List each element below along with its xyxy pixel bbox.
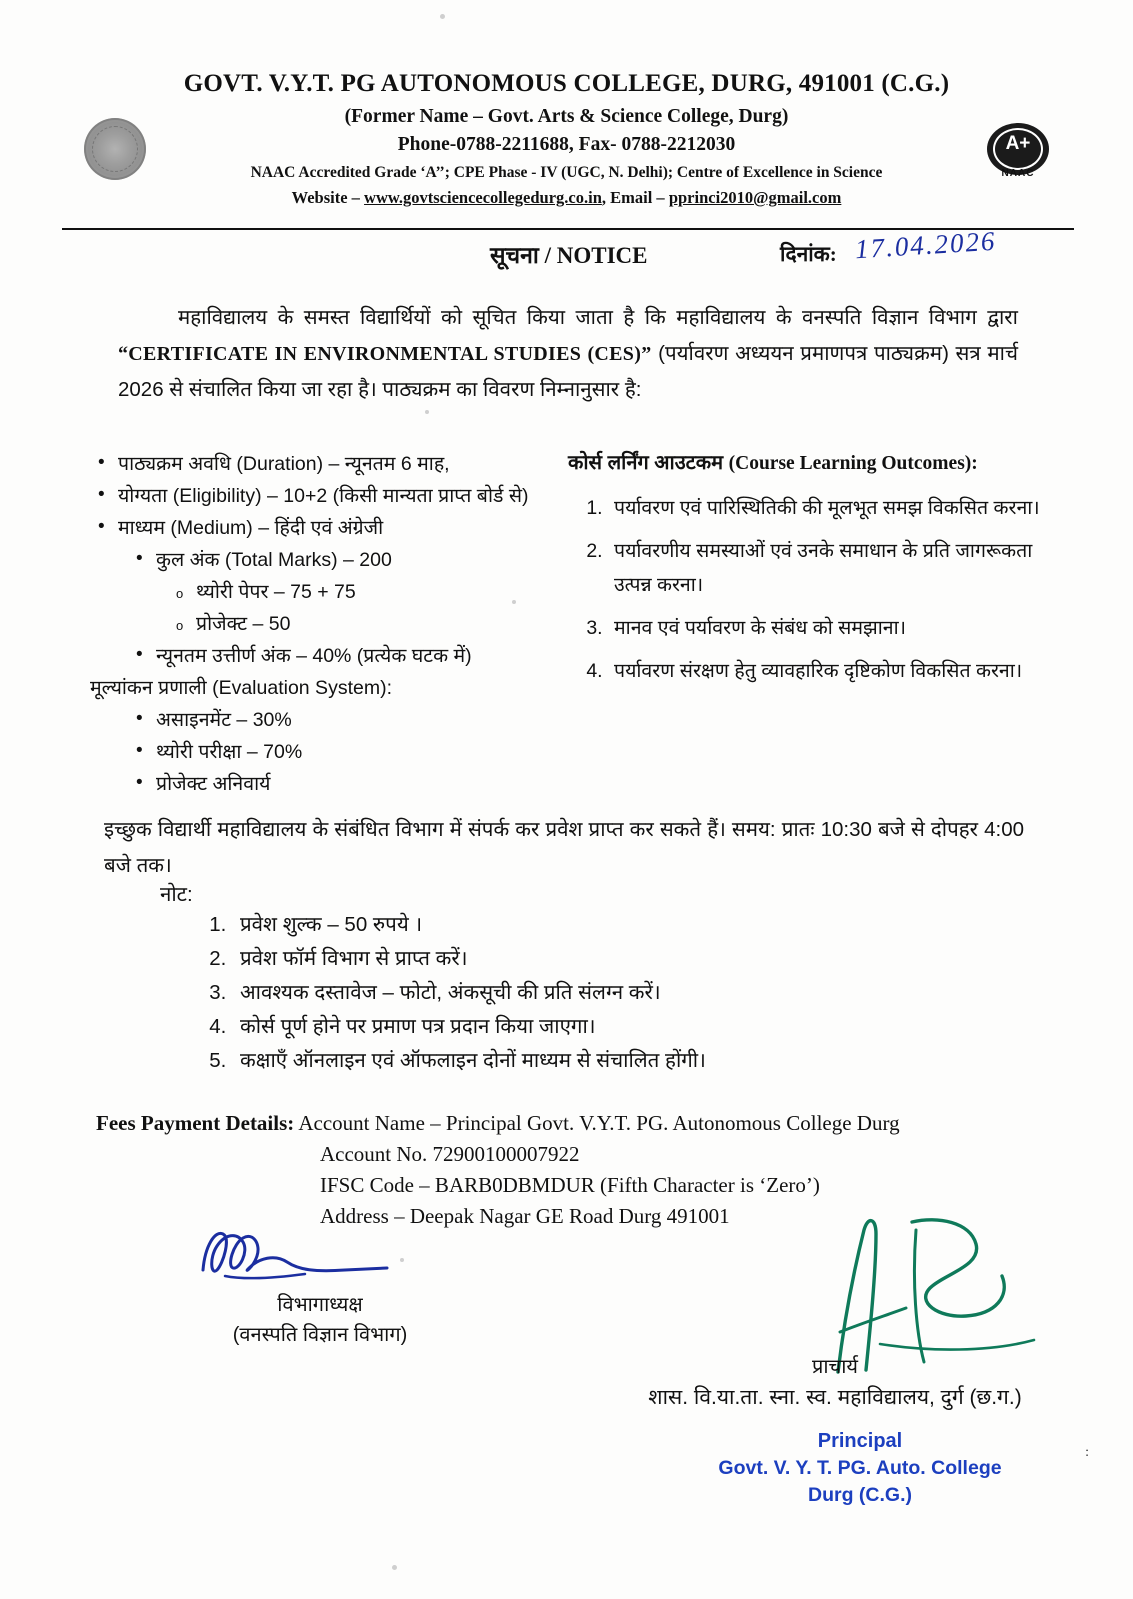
outcomes-heading <box>568 448 1048 479</box>
list-item: • माध्यम (Medium) – हिंदी एवं अंग्रेजी <box>90 512 560 544</box>
stamp-line-2: Govt. V. Y. T. PG. Auto. College <box>718 1457 1002 1479</box>
college-web-email <box>0 188 1133 208</box>
list-item: o थ्योरी पेपर – 75 + 75 <box>168 576 560 608</box>
hod-department: (वनस्पति विज्ञान विभाग) <box>232 1324 408 1346</box>
list-item: 3. आवश्यक दस्तावेज – फोटो, अंकसूची की प्रति संलग्न करें। <box>232 976 1052 1010</box>
college-accreditation: NAAC Accredited Grade ‘A’’; CPE Phase - IV (UGC, N. Delhi); Centre of Excellence in Science <box>250 164 883 181</box>
notes-list <box>190 908 1052 1078</box>
hod-title: विभागाध्यक्ष <box>277 1294 363 1316</box>
paper-speck <box>425 410 429 414</box>
fees-address: Address – Deepak Nagar GE Road Durg 491001 <box>320 1204 730 1228</box>
fees-label: Fees Payment Details: <box>96 1111 295 1135</box>
list-item: 2. प्रवेश फॉर्म विभाग से प्राप्त करें। <box>232 942 1052 976</box>
course-outcomes-column <box>568 448 1048 697</box>
course-basic-list <box>90 448 560 544</box>
list-item: 2. पर्यावरणीय समस्याओं एवं उनके समाधान के प्रति जागरूकता उत्पन्न करना। <box>608 534 1048 602</box>
outcomes-list <box>568 491 1048 688</box>
evaluation-heading: मूल्यांकन प्रणाली (Evaluation System): <box>90 677 392 699</box>
list-item: • योग्यता (Eligibility) – 10+2 (किसी मान्यता प्राप्त बोर्ड से) <box>90 480 560 512</box>
principal-college-hindi: शास. वि.या.ता. स्ना. स्व. महाविद्यालय, दुर्ग (छ.ग.) <box>648 1386 1022 1409</box>
naac-text-label: NAAC <box>1001 168 1035 179</box>
principal-stamp <box>660 1428 1060 1509</box>
list-item: 4. कोर्स पूर्ण होने पर प्रमाण पत्र प्रदान किया जाएगा। <box>232 1010 1052 1044</box>
intro-paragraph <box>118 300 1018 408</box>
website-label: Website – <box>291 188 365 207</box>
course-name-english: “CERTIFICATE IN ENVIRONMENTAL STUDIES (CES)” <box>118 343 652 365</box>
stamp-line-3: Durg (C.G.) <box>808 1484 912 1506</box>
list-item: 1. प्रवेश शुल्क – 50 रुपये । <box>232 908 1052 942</box>
date-label: दिनांक: <box>780 242 837 266</box>
intro-part2: (पर्यावरण अध्ययन प्रमाणपत्र पाठ्यक्रम) सत्र मार्च 2026 से संचालित किया जा रहा है। पाठ्यक्रम का विवरण निम्नानुसार है: <box>118 342 1018 401</box>
passing-marks-list <box>90 640 560 672</box>
list-item: • असाइनमेंट – 30% <box>128 704 560 736</box>
marks-breakup-list <box>90 576 560 640</box>
principal-signature-block <box>600 1352 1070 1414</box>
date-handwritten-value: 17.04.2026 <box>854 225 998 265</box>
paper-speck <box>400 1258 404 1262</box>
notice-title: सूचना / NOTICE <box>490 243 648 268</box>
fees-account-name: Account Name – Principal Govt. V.Y.T. PG. Autonomous College Durg <box>294 1111 900 1135</box>
list-item: 3. मानव एवं पर्यावरण के संबंध को समझाना। <box>608 611 1048 645</box>
fees-account-number: Account No. 72900100007922 <box>320 1142 580 1166</box>
list-item: • थ्योरी परीक्षा – 70% <box>128 736 560 768</box>
outcomes-heading-en: (Course Learning Outcomes): <box>728 453 978 474</box>
stamp-line-1: Principal <box>817 1430 903 1452</box>
details-columns <box>90 448 1050 795</box>
email-link[interactable]: pprinci2010@gmail.com <box>668 188 842 207</box>
list-item: • प्रोजेक्ट अनिवार्य <box>128 768 560 800</box>
website-link[interactable]: www.govtsciencecollegedurg.co.in <box>364 188 602 207</box>
hod-signature-block <box>150 1290 490 1350</box>
note-label: नोट: <box>160 883 193 906</box>
list-item: 4. पर्यावरण संरक्षण हेतु व्यावहारिक दृष्टिकोण विकसित करना। <box>608 654 1048 688</box>
naac-grade-label: A+ <box>1005 133 1031 154</box>
list-item: • कुल अंक (Total Marks) – 200 <box>128 544 560 576</box>
college-title: GOVT. V.Y.T. PG AUTONOMOUS COLLEGE, DURG, 491001 (C.G.) <box>183 70 950 97</box>
list-item: 1. पर्यावरण एवं पारिस्थितिकी की मूलभूत समझ विकसित करना। <box>608 491 1048 525</box>
intro-part1: महाविद्यालय के समस्त विद्यार्थियों को सूचित किया जाता है कि महाविद्यालय के वनस्पति विज्ञान विभाग द्वारा <box>178 306 1018 329</box>
hod-signature-icon <box>195 1218 395 1288</box>
course-details-column <box>90 448 560 800</box>
college-former-name: (Former Name – Govt. Arts & Science College, Durg) <box>344 106 789 127</box>
list-item: • न्यूनतम उत्तीर्ण अंक – 40% (प्रत्येक घटक में) <box>128 640 560 672</box>
fees-ifsc-code: IFSC Code – BARB0DBMDUR (Fifth Character is ‘Zero’) <box>320 1173 820 1197</box>
scan-artifact-dots: : <box>1085 1445 1089 1460</box>
list-item: o प्रोजेक्ट – 50 <box>168 608 560 640</box>
list-item: • पाठ्यक्रम अवधि (Duration) – न्यूनतम 6 माह, <box>90 448 560 480</box>
evaluation-list <box>90 704 560 800</box>
list-item: 5. कक्षाएँ ऑनलाइन एवं ऑफलाइन दोनों माध्यम से संचालित होंगी। <box>232 1044 1052 1078</box>
marks-list <box>90 544 560 576</box>
document-header <box>0 70 1133 208</box>
principal-title: प्राचार्य <box>811 1356 859 1378</box>
paper-speck <box>440 14 445 19</box>
college-phone-fax: Phone-0788-2211688, Fax- 0788-2212030 <box>397 134 736 155</box>
outcomes-heading-hi: कोर्स लर्निंग आउटकम <box>568 452 729 474</box>
notice-title-row <box>0 225 1133 280</box>
contact-paragraph: इच्छुक विद्यार्थी महाविद्यालय के संबंधित विभाग में संपर्क कर प्रवेश प्राप्त कर सकते हैं। समय: प्रातः 10:30 बजे से दोपहर 4:00 बजे तक। <box>104 818 1024 877</box>
paper-speck <box>392 1565 397 1570</box>
email-label: , Email – <box>601 188 669 207</box>
